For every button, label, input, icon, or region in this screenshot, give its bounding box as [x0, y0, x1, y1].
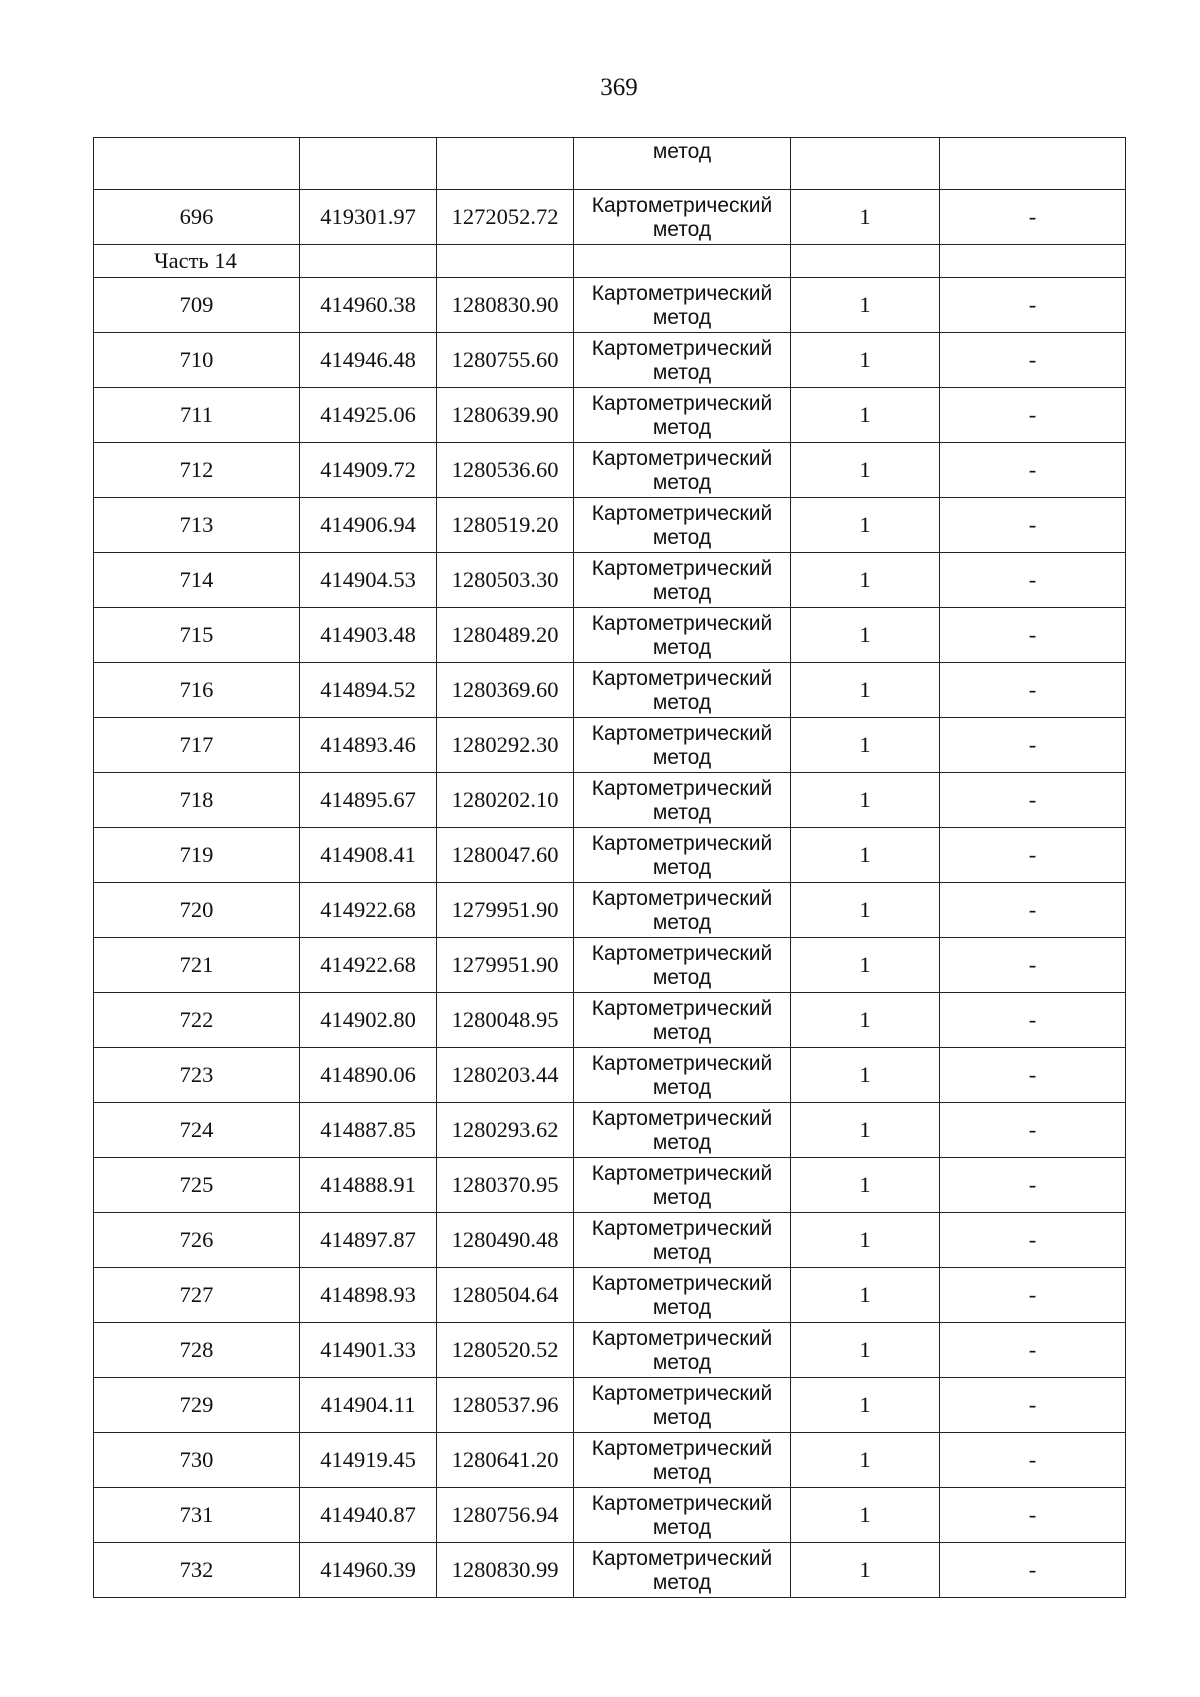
method-cell: Картометрический метод — [574, 278, 791, 333]
point-cell: 709 — [94, 278, 300, 333]
note-cell: - — [940, 498, 1126, 553]
method-cell: Картометрический метод — [574, 1323, 791, 1378]
continued-row — [94, 138, 1126, 190]
table-row — [94, 443, 1126, 498]
accuracy-cell: 1 — [791, 1268, 940, 1323]
table-row — [94, 993, 1126, 1048]
y-cell: 1280504.64 — [437, 1268, 574, 1323]
accuracy-cell — [791, 138, 940, 190]
point-cell: 715 — [94, 608, 300, 663]
accuracy-cell: 1 — [791, 608, 940, 663]
x-cell: 414904.53 — [300, 553, 437, 608]
y-cell: 1280047.60 — [437, 828, 574, 883]
y-cell: 1280519.20 — [437, 498, 574, 553]
method-cell: Картометрический метод — [574, 333, 791, 388]
accuracy-cell: 1 — [791, 1433, 940, 1488]
method-cell: метод — [574, 138, 791, 190]
x-cell: 414888.91 — [300, 1158, 437, 1213]
y-cell: 1280520.52 — [437, 1323, 574, 1378]
point-cell: 717 — [94, 718, 300, 773]
method-cell: Картометрический метод — [574, 1378, 791, 1433]
x-cell: 414893.46 — [300, 718, 437, 773]
accuracy-cell: 1 — [791, 1158, 940, 1213]
table-row — [94, 1543, 1126, 1598]
note-cell: - — [940, 1323, 1126, 1378]
empty-cell — [300, 245, 437, 278]
x-cell: 414940.87 — [300, 1488, 437, 1543]
x-cell: 414894.52 — [300, 663, 437, 718]
x-cell: 414908.41 — [300, 828, 437, 883]
coordinates-table — [93, 137, 1126, 1598]
y-cell: 1280369.60 — [437, 663, 574, 718]
accuracy-cell: 1 — [791, 190, 940, 245]
note-cell: - — [940, 1378, 1126, 1433]
y-cell: 1280641.20 — [437, 1433, 574, 1488]
accuracy-cell: 1 — [791, 388, 940, 443]
note-cell — [940, 138, 1126, 190]
point-cell: 724 — [94, 1103, 300, 1158]
y-cell: 1280830.90 — [437, 278, 574, 333]
x-cell: 414909.72 — [300, 443, 437, 498]
point-cell: 720 — [94, 883, 300, 938]
y-cell: 1280292.30 — [437, 718, 574, 773]
note-cell: - — [940, 1158, 1126, 1213]
method-cell: Картометрический метод — [574, 1158, 791, 1213]
table-row — [94, 333, 1126, 388]
accuracy-cell: 1 — [791, 773, 940, 828]
note-cell: - — [940, 828, 1126, 883]
table-row — [94, 1323, 1126, 1378]
point-cell: 711 — [94, 388, 300, 443]
point-cell: 729 — [94, 1378, 300, 1433]
accuracy-cell: 1 — [791, 663, 940, 718]
note-cell: - — [940, 663, 1126, 718]
method-cell: Картометрический метод — [574, 938, 791, 993]
method-cell: Картометрический метод — [574, 553, 791, 608]
note-cell: - — [940, 718, 1126, 773]
accuracy-cell: 1 — [791, 718, 940, 773]
point-cell: 730 — [94, 1433, 300, 1488]
point-cell: 714 — [94, 553, 300, 608]
method-cell: Картометрический метод — [574, 663, 791, 718]
table-row — [94, 553, 1126, 608]
accuracy-cell: 1 — [791, 1543, 940, 1598]
table-row — [94, 608, 1126, 663]
accuracy-cell: 1 — [791, 1323, 940, 1378]
x-cell: 414906.94 — [300, 498, 437, 553]
table-row — [94, 938, 1126, 993]
y-cell: 1280489.20 — [437, 608, 574, 663]
note-cell: - — [940, 938, 1126, 993]
x-cell: 414895.67 — [300, 773, 437, 828]
point-cell: 719 — [94, 828, 300, 883]
table-row — [94, 1103, 1126, 1158]
table-row — [94, 1158, 1126, 1213]
point-cell: 712 — [94, 443, 300, 498]
note-cell: - — [940, 993, 1126, 1048]
x-cell: 414946.48 — [300, 333, 437, 388]
note-cell: - — [940, 278, 1126, 333]
coordinates-table-body — [94, 138, 1126, 1598]
note-cell: - — [940, 1103, 1126, 1158]
point-cell: 726 — [94, 1213, 300, 1268]
y-cell: 1280048.95 — [437, 993, 574, 1048]
x-cell: 414887.85 — [300, 1103, 437, 1158]
y-cell: 1280203.44 — [437, 1048, 574, 1103]
table-row — [94, 718, 1126, 773]
note-cell: - — [940, 333, 1126, 388]
x-cell: 414922.68 — [300, 938, 437, 993]
y-cell: 1280537.96 — [437, 1378, 574, 1433]
x-cell: 414925.06 — [300, 388, 437, 443]
method-cell: Картометрический метод — [574, 718, 791, 773]
x-cell: 414897.87 — [300, 1213, 437, 1268]
method-cell: Картометрический метод — [574, 1488, 791, 1543]
table-row — [94, 1048, 1126, 1103]
y-cell: 1272052.72 — [437, 190, 574, 245]
method-cell: Картометрический метод — [574, 773, 791, 828]
point-cell: 723 — [94, 1048, 300, 1103]
method-cell: Картометрический метод — [574, 443, 791, 498]
method-cell: Картометрический метод — [574, 388, 791, 443]
accuracy-cell: 1 — [791, 993, 940, 1048]
accuracy-cell: 1 — [791, 1103, 940, 1158]
note-cell: - — [940, 553, 1126, 608]
empty-cell — [940, 245, 1126, 278]
note-cell: - — [940, 1048, 1126, 1103]
x-cell: 414890.06 — [300, 1048, 437, 1103]
table-row — [94, 190, 1126, 245]
y-cell: 1280293.62 — [437, 1103, 574, 1158]
note-cell: - — [940, 883, 1126, 938]
table-row — [94, 1268, 1126, 1323]
note-cell: - — [940, 1543, 1126, 1598]
method-cell: Картометрический метод — [574, 608, 791, 663]
note-cell: - — [940, 1488, 1126, 1543]
note-cell: - — [940, 388, 1126, 443]
note-cell: - — [940, 1433, 1126, 1488]
table-row — [94, 388, 1126, 443]
y-cell: 1279951.90 — [437, 883, 574, 938]
table-row — [94, 1488, 1126, 1543]
table-row — [94, 883, 1126, 938]
method-cell: Картометрический метод — [574, 1433, 791, 1488]
point-cell: 718 — [94, 773, 300, 828]
y-cell: 1280503.30 — [437, 553, 574, 608]
y-cell: 1280639.90 — [437, 388, 574, 443]
y-cell: 1279951.90 — [437, 938, 574, 993]
note-cell: - — [940, 608, 1126, 663]
x-cell: 414902.80 — [300, 993, 437, 1048]
method-cell: Картометрический метод — [574, 1103, 791, 1158]
x-cell: 414922.68 — [300, 883, 437, 938]
point-cell: 732 — [94, 1543, 300, 1598]
x-cell: 414919.45 — [300, 1433, 437, 1488]
accuracy-cell: 1 — [791, 498, 940, 553]
y-cell: 1280202.10 — [437, 773, 574, 828]
method-cell: Картометрический метод — [574, 1048, 791, 1103]
x-cell: 419301.97 — [300, 190, 437, 245]
table-row — [94, 1378, 1126, 1433]
y-cell: 1280830.99 — [437, 1543, 574, 1598]
accuracy-cell: 1 — [791, 883, 940, 938]
note-cell: - — [940, 443, 1126, 498]
table-row — [94, 828, 1126, 883]
note-cell: - — [940, 190, 1126, 245]
method-cell: Картометрический метод — [574, 1543, 791, 1598]
accuracy-cell: 1 — [791, 1378, 940, 1433]
empty-cell — [574, 245, 791, 278]
method-cell: Картометрический метод — [574, 1268, 791, 1323]
method-cell: Картометрический метод — [574, 1213, 791, 1268]
point-cell: 716 — [94, 663, 300, 718]
y-cell: 1280756.94 — [437, 1488, 574, 1543]
x-cell: 414903.48 — [300, 608, 437, 663]
point-cell: 722 — [94, 993, 300, 1048]
note-cell: - — [940, 1213, 1126, 1268]
table-row — [94, 278, 1126, 333]
x-cell: 414901.33 — [300, 1323, 437, 1378]
point-cell: 728 — [94, 1323, 300, 1378]
point-cell: 725 — [94, 1158, 300, 1213]
method-cell: Картометрический метод — [574, 828, 791, 883]
point-cell: 727 — [94, 1268, 300, 1323]
accuracy-cell: 1 — [791, 938, 940, 993]
method-cell: Картометрический метод — [574, 993, 791, 1048]
note-cell: - — [940, 1268, 1126, 1323]
point-cell: 721 — [94, 938, 300, 993]
table-row — [94, 773, 1126, 828]
accuracy-cell: 1 — [791, 828, 940, 883]
table-row — [94, 1433, 1126, 1488]
y-cell: 1280536.60 — [437, 443, 574, 498]
method-cell: Картометрический метод — [574, 190, 791, 245]
x-cell: 414960.38 — [300, 278, 437, 333]
empty-cell — [437, 245, 574, 278]
empty-cell — [791, 245, 940, 278]
x-cell: 414898.93 — [300, 1268, 437, 1323]
accuracy-cell: 1 — [791, 1048, 940, 1103]
table-row — [94, 1213, 1126, 1268]
accuracy-cell: 1 — [791, 333, 940, 388]
section-row — [94, 245, 1126, 278]
section-label: Часть 14 — [94, 245, 300, 278]
accuracy-cell: 1 — [791, 553, 940, 608]
accuracy-cell: 1 — [791, 278, 940, 333]
point-cell: 710 — [94, 333, 300, 388]
x-cell: 414904.11 — [300, 1378, 437, 1433]
point-cell — [94, 138, 300, 190]
y-cell — [437, 138, 574, 190]
accuracy-cell: 1 — [791, 1488, 940, 1543]
point-cell: 696 — [94, 190, 300, 245]
point-cell: 713 — [94, 498, 300, 553]
y-cell: 1280490.48 — [437, 1213, 574, 1268]
accuracy-cell: 1 — [791, 1213, 940, 1268]
note-cell: - — [940, 773, 1126, 828]
method-cell: Картометрический метод — [574, 883, 791, 938]
x-cell: 414960.39 — [300, 1543, 437, 1598]
point-cell: 731 — [94, 1488, 300, 1543]
method-cell: Картометрический метод — [574, 498, 791, 553]
accuracy-cell: 1 — [791, 443, 940, 498]
y-cell: 1280370.95 — [437, 1158, 574, 1213]
page-number: 369 — [600, 74, 638, 101]
table-row — [94, 663, 1126, 718]
y-cell: 1280755.60 — [437, 333, 574, 388]
table-row — [94, 498, 1126, 553]
x-cell — [300, 138, 437, 190]
